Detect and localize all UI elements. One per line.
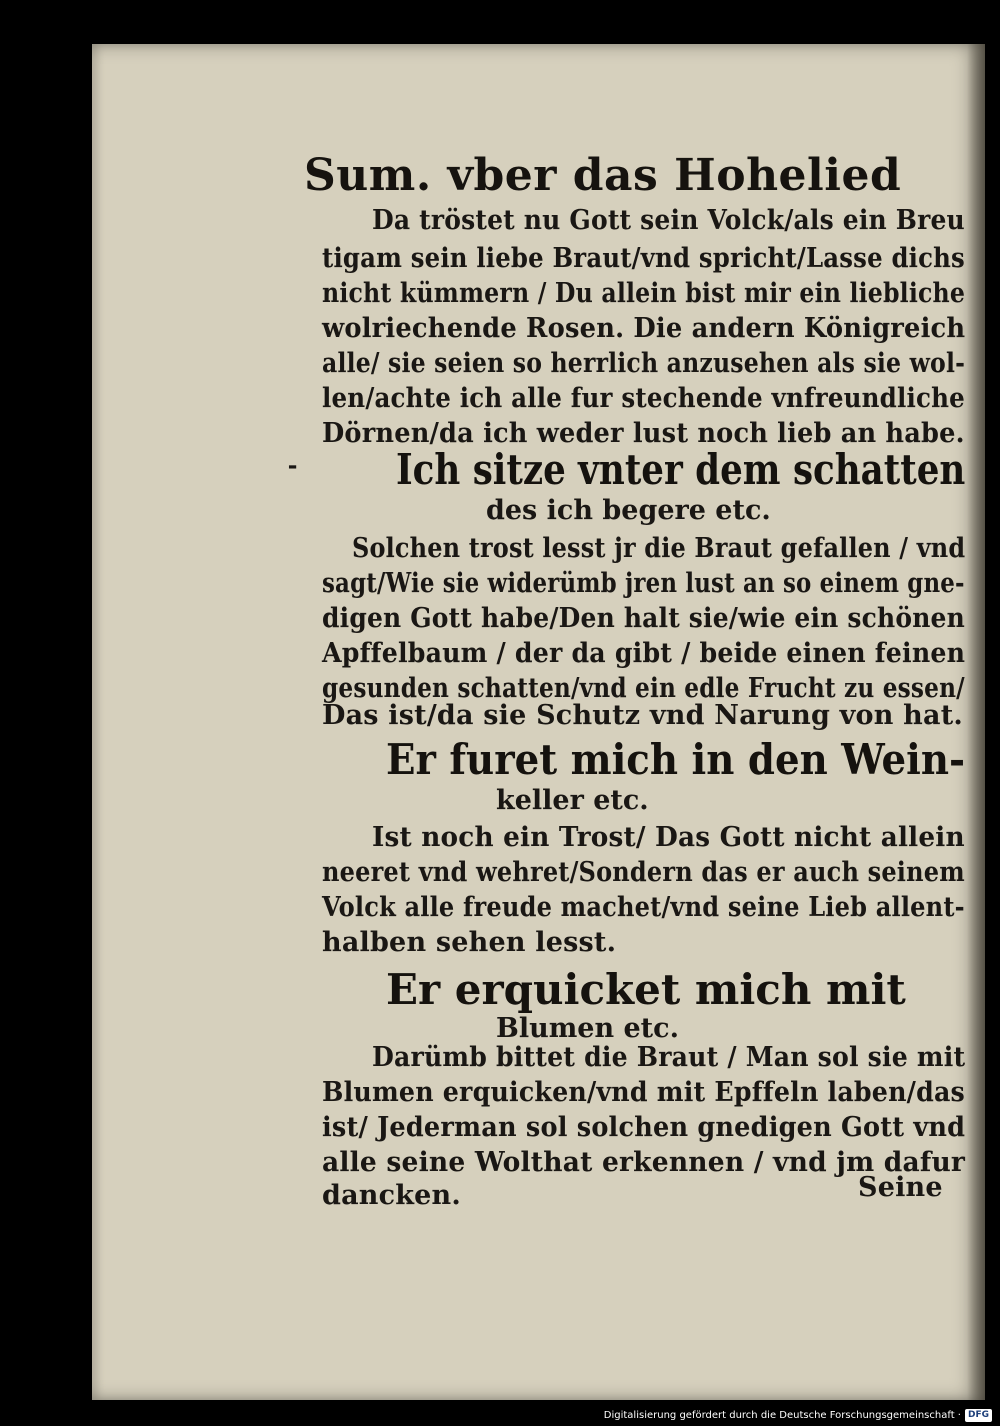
- section-line: Ist noch ein Trost/ Das Gott nicht allein: [372, 822, 965, 853]
- paragraph-line: Dörnen/da ich weder lust noch lieb an habe.: [322, 418, 965, 449]
- section-line: Darümb bittet die Braut / Man sol sie mit: [372, 1042, 966, 1073]
- section-line: Solchen trost lesst jr die Braut gefallen / vnd: [352, 533, 966, 564]
- catchword: Seine: [858, 1172, 943, 1203]
- section-line: halben sehen lesst.: [322, 927, 617, 958]
- section-line: digen Gott habe/Den halt sie/wie ein schönen: [322, 603, 965, 634]
- paragraph-line: wolriechende Rosen. Die andern Königreich: [322, 313, 966, 344]
- section-lemma: Er furet mich in den Wein-: [386, 735, 966, 784]
- section-lemma: Ich sitze vnter dem schatten: [396, 445, 966, 494]
- page-header-title: Sum. vber das Hohelied: [304, 150, 902, 201]
- section-line: Blumen erquicken/vnd mit Epffeln laben/das: [322, 1077, 965, 1108]
- paragraph-line: len/achte ich alle fur stechende vnfreundliche: [322, 383, 965, 414]
- footer-text: Digitalisierung gefördert durch die Deutsche Forschungsgemeinschaft ·: [603, 1410, 961, 1421]
- section-lemma-sub: keller etc.: [496, 785, 649, 816]
- paragraph-line: Da tröstet nu Gott sein Volck/als ein Breu: [372, 205, 965, 236]
- section-line: gesunden schatten/vnd ein edle Frucht zu essen/: [322, 673, 965, 704]
- section-line: Apffelbaum / der da gibt / beide einen feinen: [322, 638, 966, 669]
- margin-pointer-mark: ⁃: [287, 455, 298, 481]
- paragraph-line: tigam sein liebe Braut/vnd spricht/Lasse dichs: [322, 243, 965, 274]
- section-line: alle seine Wolthat erkennen / vnd jm dafur: [322, 1147, 966, 1178]
- section-line: dancken.: [322, 1180, 461, 1211]
- digitization-credit: [604, 1409, 992, 1422]
- dfg-logo-icon: DFG: [965, 1409, 992, 1422]
- section-line: ist/ Jederman sol solchen gnedigen Gott vnd: [322, 1112, 966, 1143]
- section-line: sagt/Wie sie widerümb jren lust an so einem gne-: [322, 568, 965, 599]
- section-lemma-sub: Blumen etc.: [496, 1013, 679, 1044]
- section-line: neeret vnd wehret/Sondern das er auch seinem: [322, 857, 965, 888]
- paragraph-line: alle/ sie seien so herrlich anzusehen als sie wol-: [322, 348, 966, 379]
- section-line: Volck alle freude machet/vnd seine Lieb allent-: [322, 892, 965, 923]
- section-lemma: Er erquicket mich mit: [386, 965, 906, 1014]
- paragraph-line: nicht kümmern / Du allein bist mir ein liebliche: [322, 278, 966, 309]
- section-line: Das ist/da sie Schutz vnd Narung von hat.: [322, 700, 963, 731]
- section-lemma-sub: des ich begere etc.: [486, 495, 771, 526]
